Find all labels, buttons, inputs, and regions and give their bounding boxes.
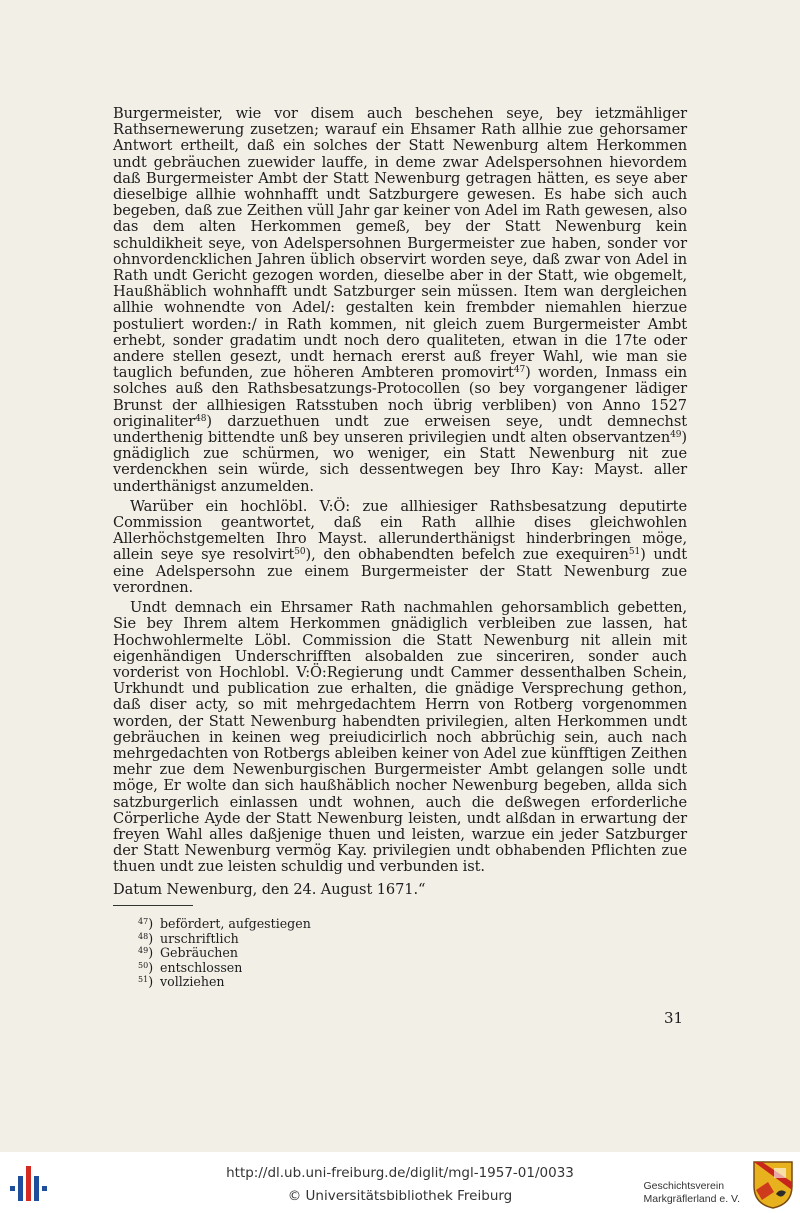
footnote-ref-47[interactable]: 47 <box>513 365 526 376</box>
society-name: Geschichtsverein Markgräflerland e. V. <box>643 1180 740 1205</box>
coat-of-arms-icon <box>752 1160 794 1210</box>
body-text <box>113 106 687 898</box>
footer-bar <box>0 1152 800 1213</box>
footnote-item: $^{49}$) Gebräuchen <box>138 945 238 961</box>
footnote-divider <box>113 905 193 906</box>
copyright-notice: © Universitätsbibliothek Freiburg <box>287 1188 513 1204</box>
page-number: 31 <box>664 1009 684 1027</box>
document-url-link[interactable]: http://dl.ub.uni-freiburg.de/diglit/mgl-1957-01/0033 <box>226 1165 574 1181</box>
footnotes-list <box>138 917 311 990</box>
paragraph-2: Warüber ein hochlöbl. V:Ö: zue allhiesiger Rathsbesatzung deputirte Commission geantwortet, daß ein Rath allhie dises gleichwohlen Allerhöchstgemelten Ihro Mayst. allerunderthänigst hinderbringen möge, allein seye sye resolvirt$^{50}$), den obhabendten befelch zue exequiren$^{51}$) undt eine Adelspersohn zue einem Burgermeister der Statt Newenburg zue verordnen. <box>113 497 687 596</box>
footnote-ref-50[interactable]: 50 <box>294 547 306 558</box>
footnote-item: $^{50}$) entschlossen <box>138 959 243 975</box>
footnote-ref-48[interactable]: 48 <box>195 413 207 424</box>
footnote-item: $^{51}$) vollziehen <box>138 974 225 990</box>
paragraph-1: Burgermeister, wie vor disem auch beschehen seye, bey ietzmähliger Rathsernewerung zusetzen; warauf ein Ehsamer Rath allhie zue gehorsamer Antwort ertheilt, daß ein solches der Statt Newenburg altem Herkommen undt gebräuchen zuewider lauffe, in deme zwar Adelspersohnen hievordem daß Burgermeister Ambt der Statt Newenburg getragen hätten, es seye aber dieselbige allhie wohnhafft undt Satzburgere gewesen. Es habe sich auch begeben, daß zue Zeithen vüll Jahr gar keiner von Adel im Rath gewesen, also das dem alten Herkommen gemeß, bey der Statt Newenburg kein schuldikheit seye, von Adelspersohnen Burgermeister zue haben, sonder vor ohnvordencklichen Jahren üblich observirt worden seye, daß zwar von Adel in Rath undt Gericht gezogen worden, dieselbe aber in der Statt, wie obgemelt, Haußhäblich wohnhafft undt Satzburger sein müssen. Item wan dergleichen allhie wohnendte von Adel/: gestalten kein frembder niemahlen hierzue postuliert worden:/ in Rath kommen, nit gleich zuem Burgermeister Ambt erhebt, sonder gradatim undt noch dero qualiteten, etwan in die 17te oder andere stellen gesezt, undt hernach ererst auß freyer Wahl, wie man sie tauglich befunden, zue höheren Ambteren promovirt$^{47}$) worden, Inmass ein solches auß den Rathsbesatzungs-Protocollen (so bey vorgangener lädiger Brunst der allhiesigen Ratsstuben noch übrig verbliben) von Anno 1527 originaliter$^{48}$) darzuethuen undt zue erweisen seye, undt demnechst underthenig bittendte unß bey unseren privilegien undt alten observantzen$^{49}$) gnädiglich zue schürmen, wo weniger, ein Statt Newenburg nit zue verdenckhen sein würde, sich dessentwegen bey Ihro Kay: Mayst. aller underthänigst anzumelden. <box>113 105 688 495</box>
footnote-item: $^{47}$) befördert, aufgestiegen <box>138 916 311 931</box>
paragraph-3: Undt demnach ein Ehrsamer Rath nachmahlen gehorsamblich gebetten, Sie bey Ihrem altem Herkommen gnädiglich verbleiben zue lassen, hat Hochwohlermelte Löbl. Commission die Statt Newenburg nit allein mit eigenhändigen Underschrifften alsobalden zue sinceriren, sonder auch vorderist von Hochlobl. V:Ö:Regierung undt Cammer dessenthalben Schein, Urkhundt und publication zue erhalten, die gnädige Versprechung gethon, daß diser acty, so mit mehrgedachtem Herrn von Rotberg vorgenommen worden, der Statt Newenburg habendten privilegien, alten Herkommen undt gebräuchen in keinen weg preiudicirlich noch abbrüchig sein, auch nach mehrgedachten von Rotbergs ableiben keiner von Adel zue künfftigen Zeithen mehr zue dem Newenburgischen Burgermeister Ambt gelangen solle undt möge, Er wolte dan sich haußhäblich nocher Newenburg begeben, allda sich satzburgerlich einlassen undt wohnen, auch die deßwegen erforderliche Cörperliche Ayde der Statt Newenburg leisten, undt alßdan in erwartung der freyen Wahl alles daßjenige thuen und leisten, warzue ein jeder Satzburger der Statt Newenburg vermög Kay. privilegien undt obhabenden Pflichten zue thuen undt zue leisten schuldig und verbunden ist. <box>113 599 687 876</box>
footnote-ref-51[interactable]: 51 <box>628 547 641 558</box>
footnote-ref-49[interactable]: 49 <box>670 430 682 441</box>
dateline: Datum Newenburg, den 24. August 1671.“ <box>113 880 426 898</box>
footnote-item: $^{48}$) urschriftlich <box>138 930 239 946</box>
